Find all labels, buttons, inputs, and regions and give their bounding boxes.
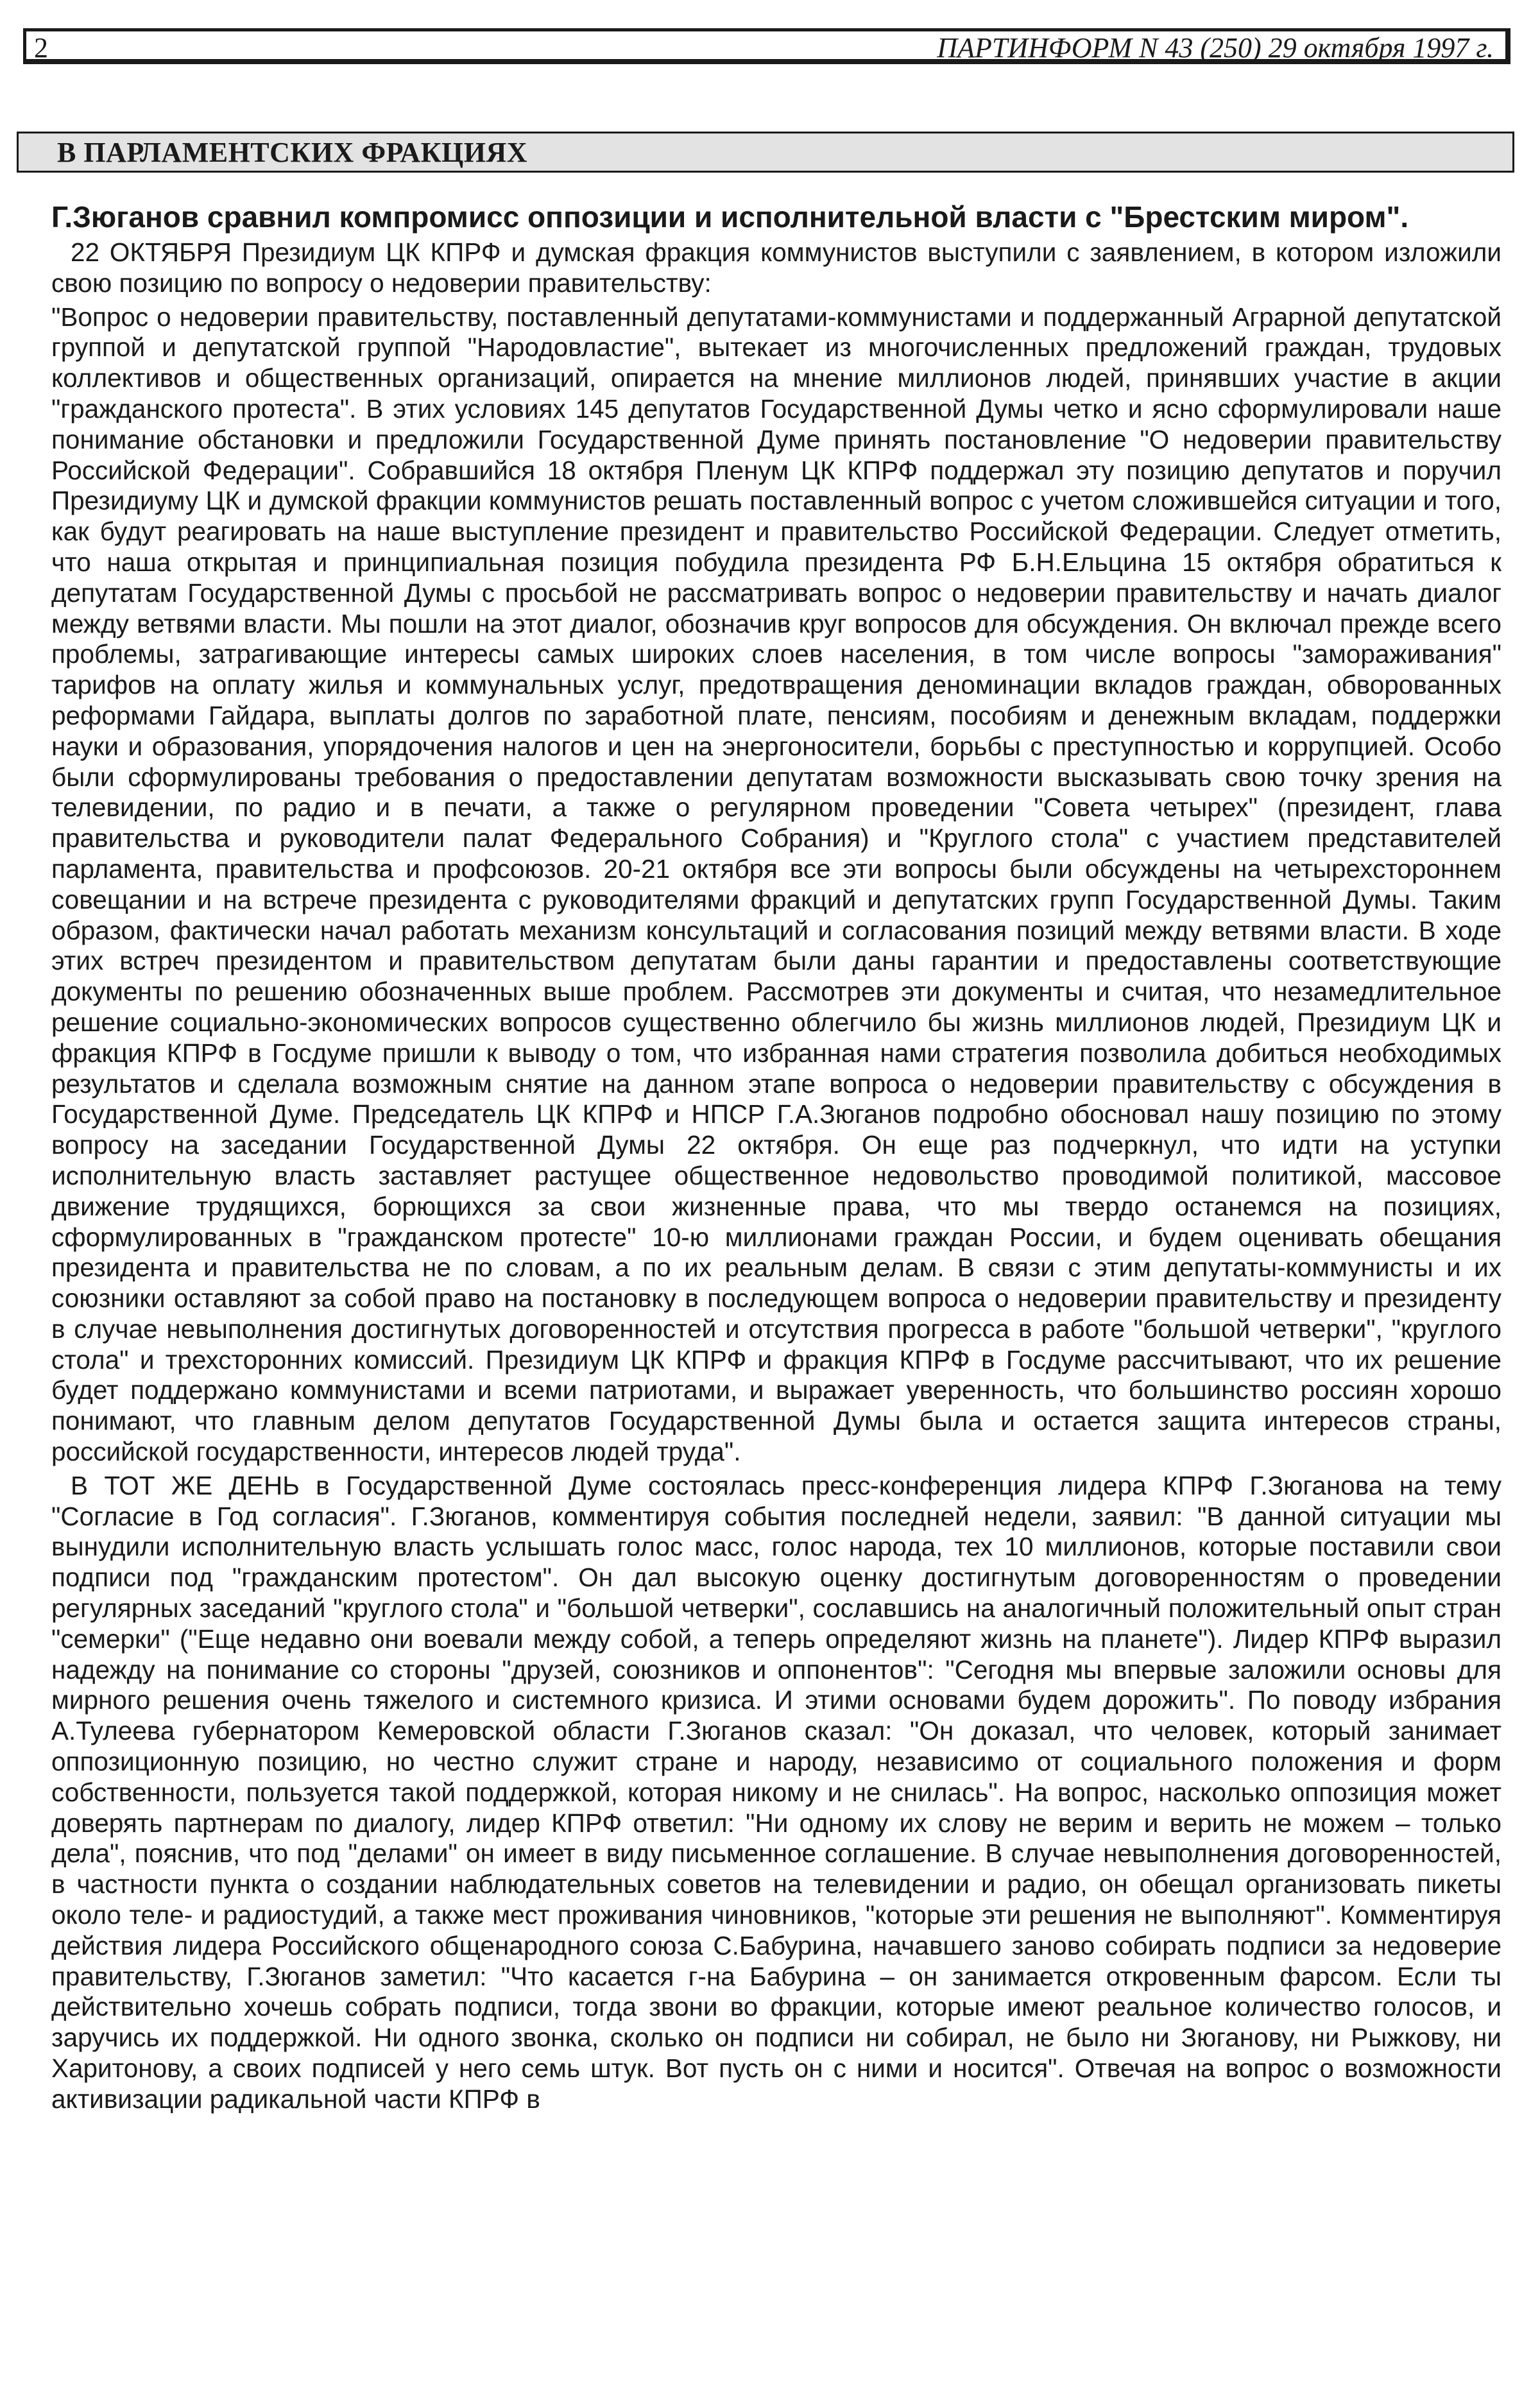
article-paragraph-lead: 22 ОКТЯБРЯ Президиум ЦК КПРФ и думская фракция коммунистов выступили с заявлением, в котором изложили свою позицию по вопросу о недоверии правительству:: [51, 237, 1502, 298]
article: [51, 199, 1502, 2336]
page-header: [23, 28, 1510, 64]
article-paragraph-statement: "Вопрос о недоверии правительству, поставленный депутатами-коммунистами и поддержанный Аграрной депутатской группой и депутатской группой "Народовластие", вытекает из многочисленных предложений граждан, трудовых коллективов и общественных организаций, опирается на мнение миллионов людей, принявших участие в акции "гражданского протеста". В этих условиях 145 депутатов Государственной Думы четко и ясно сформулировали наше понимание обстановки и предложили Государственной Думе принять постановление "О недоверии правительству Российской Федерации". Собравшийся 18 октября Пленум ЦК КПРФ поддержал эту позицию депутатов и поручил Президиуму ЦК и думской фракции коммунистов решать поставленный вопрос с учетом сложившейся ситуации и того, как будут реагировать на наше выступление президент и правительство Российской Федерации. Следует отметить, что наша открытая и принципиальная позиция побудила президента РФ Б.Н.Ельцина 15 октября обратиться к депутатам Государственной Думы с просьбой не рассматривать вопрос о недоверии правительству и начать диалог между ветвями власти. Мы пошли на этот диалог, обозначив круг вопросов для обсуждения. Он включал прежде всего проблемы, затрагивающие интересы самых широких слоев населения, в том числе вопросы "замораживания" тарифов на оплату жилья и коммунальных услуг, предотвращения деноминации вкладов граждан, обворованных реформами Гайдара, выплаты долгов по заработной плате, пенсиям, пособиям и денежным вкладам, поддержки науки и образования, упорядочения налогов и цен на энергоносители, борьбы с преступностью и коррупцией. Особо были сформулированы требования о предоставлении депутатам возможности высказывать свою точку зрения на телевидении, по радио и в печати, а также о регулярном проведении "Совета четырех" (президент, глава правительства и руководители палат Федерального Собрания) и "Круглого стола" с участием представителей парламента, правительства и профсоюзов. 20-21 октября все эти вопросы были обсуждены на четырехстороннем совещании и на встрече президента с руководителями фракций и депутатских групп Государственной Думы. Таким образом, фактически начал работать механизм консультаций и согласования позиций между ветвями власти. В ходе этих встреч президентом и правительством депутатам были даны гарантии и предоставлены соответствующие документы по решению обозначенных выше проблем. Рассмотрев эти документы и считая, что незамедлительное решение социально-экономических вопросов существенно облегчило бы жизнь миллионов людей, Президиум ЦК и фракция КПРФ в Госдуме пришли к выводу о том, что избранная нами стратегия позволила добиться необходимых результатов и сделала возможным снятие на данном этапе вопроса о недоверии правительству с обсуждения в Государственной Думе. Председатель ЦК КПРФ и НПСР Г.А.Зюганов подробно обосновал нашу позицию по этому вопросу на заседании Государственной Думы 22 октября. Он еще раз подчеркнул, что идти на уступки исполнительную власть заставляет растущее общественное недовольство проводимой политикой, массовое движение трудящихся, борющихся за свои жизненные права, что мы твердо останемся на позициях, сформулированных в "гражданском протесте" 10-ю миллионами граждан России, и будем оценивать обещания президента и правительства не по словам, а по их реальным делам. В связи с этим депутаты-коммунисты и их союзники оставляют за собой право на постановку в последующем вопроса о недоверии правительству и президенту в случае невыполнения достигнутых договоренностей и отсутствия прогресса в работе "большой четверки", "круглого стола" и трехсторонних комиссий. Президиум ЦК КПРФ и фракция КПРФ в Госдуме рассчитывают, что их решение будет поддержано коммунистами и всеми патриотами, и выражает уверенность, что большинство россиян хорошо понимают, что главным делом депутатов Государственной Думы была и остается защита интересов страны, российской государственности, интересов людей труда".: [51, 302, 1502, 1467]
article-title: Г.Зюганов сравнил компромисс оппозиции и исполнительной власти с "Брестским миром".: [51, 200, 1409, 234]
section-header-bar: [17, 132, 1514, 173]
section-title: В ПАРЛАМЕНТСКИХ ФРАКЦИЯХ: [57, 137, 528, 168]
article-paragraph-press-conference: В ТОТ ЖЕ ДЕНЬ в Государственной Думе состоялась пресс-конференция лидера КПРФ Г.Зюганова на тему "Согласие в Год согласия". Г.Зюганов, комментируя события последней недели, заявил: "В данной ситуации мы вынудили исполнительную власть услышать голос масс, голос народа, тех 10 миллионов, которые поставили свои подписи под "гражданским протестом". Он дал высокую оценку достигнутым договоренностям о проведении регулярных заседаний "круглого стола" и "большой четверки", сославшись на аналогичный положительный опыт стран "семерки" ("Еще недавно они воевали между собой, а теперь определяют жизнь на планете"). Лидер КПРФ выразил надежду на понимание со стороны "друзей, союзников и оппонентов": "Сегодня мы впервые заложили основы для мирного решения очень тяжелого и системного кризиса. И этими основами будем дорожить". По поводу избрания А.Тулеева губернатором Кемеровской области Г.Зюганов сказал: "Он доказал, что человек, который занимает оппозиционную позицию, но честно служит стране и народу, независимо от социального положения и форм собственности, пользуется такой поддержкой, которая никому и не снилась". На вопрос, насколько оппозиция может доверять партнерам по диалогу, лидер КПРФ ответил: "Ни одному их слову не верим и верить не можем – только дела", пояснив, что под "делами" он имеет в виду письменное соглашение. В случае невыполнения договоренностей, в частности пункта о создании наблюдательных советов на телевидении и радио, он обещал организовать пикеты около теле- и радиостудий, а также мест проживания чиновников, "которые эти решения не выполняют". Комментируя действия лидера Российского общенародного союза С.Бабурина, начавшего заново собирать подписи за недоверие правительству, Г.Зюганов заметил: "Что касается г-на Бабурина – он занимается откровенным фарсом. Если ты действительно хочешь собрать подписи, тогда звони во фракции, которые имеют реальное количество голосов, и заручись их поддержкой. Ни одного звонка, сколько он подписи ни собирал, не было ни Зюганову, ни Рыжкову, ни Харитонову, а своих подписей у него семь штук. Вот пусть он с ними и носится". Отвечая на вопрос о возможности активизации радикальной части КПРФ в: [51, 1470, 1502, 2114]
publication-line: ПАРТИНФОРМ N 43 (250) 29 октября 1997 г.: [937, 32, 1494, 64]
page-number: 2: [34, 32, 48, 64]
